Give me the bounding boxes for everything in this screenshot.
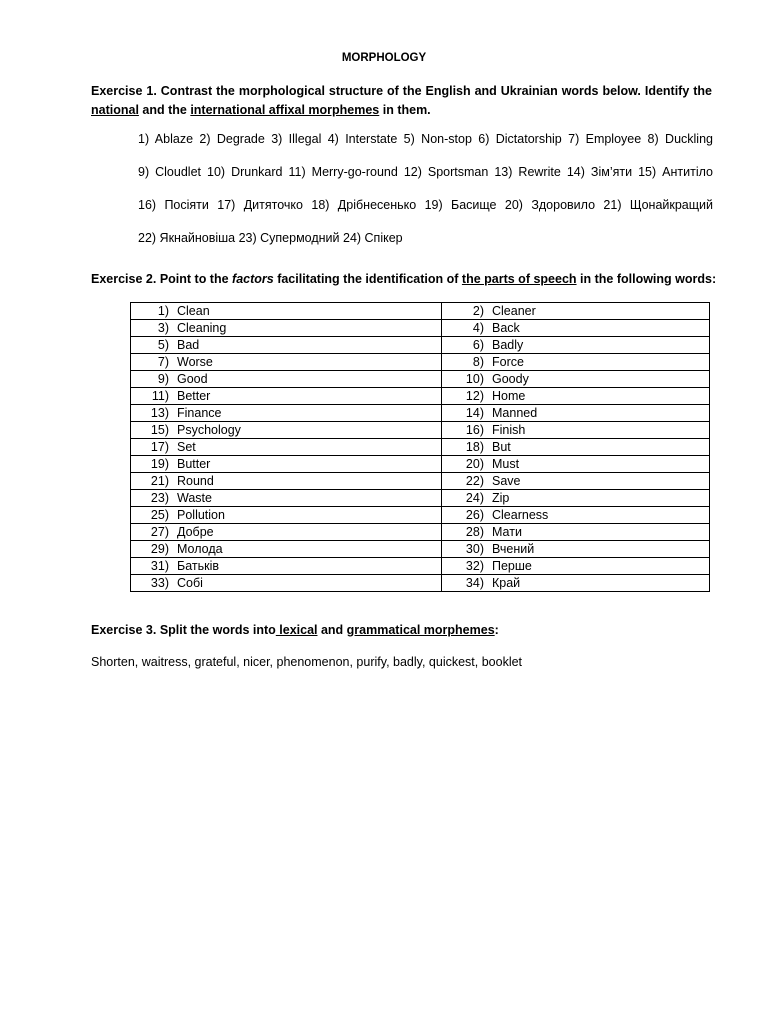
item-word: Waste — [177, 491, 212, 505]
item-number: 32) — [465, 559, 484, 573]
item-word: Молода — [177, 542, 223, 556]
item-number: 9) — [157, 372, 169, 386]
item-number: 33) — [150, 576, 169, 590]
exercise-1-text-a: Contrast the morphological structure of the English and Ukrainian words below. Identify the — [156, 84, 712, 98]
table-cell — [131, 320, 442, 337]
item-word: But — [492, 440, 511, 454]
item-word: Clean — [177, 304, 210, 318]
exercise-2-label: Exercise 2. — [91, 272, 157, 286]
item-word: Finance — [177, 406, 222, 420]
table-cell — [442, 303, 710, 320]
item-word: Psychology — [177, 423, 241, 437]
item-word: Good — [177, 372, 208, 386]
item-word: Zip — [492, 491, 510, 505]
exercise-1-label: Exercise 1. — [91, 84, 157, 98]
item-word: Мати — [492, 525, 522, 539]
table-row — [131, 490, 710, 507]
item-word: Manned — [492, 406, 538, 420]
item-number: 26) — [465, 508, 484, 522]
exercise-1-words-line-1: 1) Ablaze 2) Degrade 3) Illegal 4) Interstate 5) Non-stop 6) Dictatorship 7) Employee 8) Duckling — [138, 132, 713, 146]
table-row — [131, 507, 710, 524]
item-number: 29) — [150, 542, 169, 556]
table-cell — [131, 422, 442, 439]
item-number: 11) — [151, 389, 169, 403]
item-number: 28) — [465, 525, 484, 539]
item-number: 31) — [150, 559, 169, 573]
item-number: 20) — [465, 457, 484, 471]
table-row — [131, 354, 710, 371]
item-word: Worse — [177, 355, 213, 369]
table-cell — [442, 456, 710, 473]
item-word: Bad — [177, 338, 200, 352]
table-row — [131, 439, 710, 456]
table-row — [131, 524, 710, 541]
item-word: Save — [492, 474, 521, 488]
table-cell — [442, 320, 710, 337]
exercise-2-underline-parts: the parts of speech — [461, 272, 577, 286]
table-cell — [131, 371, 442, 388]
exercise-2-text-b: facilitating the identification of — [273, 272, 462, 286]
table-row — [131, 456, 710, 473]
exercise-1-words-line-4: 22) Якнайновіша 23) Супермодний 24) Спікер — [138, 231, 403, 245]
item-word: Better — [177, 389, 211, 403]
table-cell — [131, 439, 442, 456]
table-cell — [131, 524, 442, 541]
item-number: 4) — [472, 321, 484, 335]
exercise-3-underline-lexical: lexical — [275, 623, 318, 637]
item-number: 18) — [465, 440, 484, 454]
table-row — [131, 405, 710, 422]
item-word: Badly — [492, 338, 524, 352]
exercise-1-underline-national: national — [91, 103, 139, 117]
exercise-3-heading — [91, 621, 712, 640]
table-cell — [131, 456, 442, 473]
item-number: 14) — [465, 406, 484, 420]
table-cell — [442, 558, 710, 575]
exercise-1-underline-international: international affixal morphemes — [190, 103, 380, 117]
exercise-3-text-b: and — [317, 623, 347, 637]
item-word: Clearness — [492, 508, 549, 522]
exercise-3-words: Shorten, waitress, grateful, nicer, phenomenon, purify, badly, quickest, booklet — [91, 655, 523, 669]
table-cell — [442, 439, 710, 456]
item-word: Добре — [177, 525, 214, 539]
table-cell — [442, 388, 710, 405]
table-row — [131, 388, 710, 405]
item-number: 7) — [157, 355, 169, 369]
item-number: 30) — [465, 542, 484, 556]
item-word: Back — [492, 321, 520, 335]
table-cell — [131, 558, 442, 575]
table-cell — [131, 405, 442, 422]
table-cell — [442, 473, 710, 490]
page-title: MORPHOLOGY — [341, 52, 427, 64]
table-row — [131, 575, 710, 592]
item-word: Собі — [177, 576, 203, 590]
table-cell — [442, 337, 710, 354]
table-cell — [131, 388, 442, 405]
table-cell — [442, 422, 710, 439]
item-number: 13) — [150, 406, 169, 420]
item-number: 15) — [150, 423, 169, 437]
exercise-1-words-line-3: 16) Посіяти 17) Дитяточко 18) Дрібнесенько 19) Басище 20) Здоровило 21) Щонайкращий — [138, 198, 713, 212]
item-number: 8) — [472, 355, 484, 369]
table-cell — [131, 354, 442, 371]
table-cell — [131, 337, 442, 354]
table-cell — [442, 354, 710, 371]
item-number: 10) — [465, 372, 484, 386]
item-word: Вчений — [492, 542, 535, 556]
item-word: Home — [492, 389, 526, 403]
item-number: 25) — [150, 508, 169, 522]
exercise-3-label: Exercise 3. — [91, 623, 157, 637]
table-cell — [131, 473, 442, 490]
table-cell — [131, 490, 442, 507]
item-number: 6) — [472, 338, 484, 352]
item-word: Must — [492, 457, 520, 471]
exercise-2-text-a: Point to the — [156, 272, 233, 286]
table-cell — [442, 490, 710, 507]
table-row — [131, 320, 710, 337]
table-cell — [442, 575, 710, 592]
table-row — [131, 422, 710, 439]
table-cell — [442, 405, 710, 422]
item-number: 24) — [465, 491, 484, 505]
table-cell — [131, 575, 442, 592]
item-word: Butter — [177, 457, 211, 471]
exercise-3-underline-grammatical: grammatical morphemes — [346, 623, 495, 637]
item-word: Round — [177, 474, 214, 488]
table-row — [131, 303, 710, 320]
exercise-2-heading — [91, 270, 717, 289]
item-number: 3) — [157, 321, 169, 335]
item-word: Set — [177, 440, 196, 454]
item-number: 1) — [157, 304, 169, 318]
item-number: 19) — [150, 457, 169, 471]
item-number: 2) — [472, 304, 484, 318]
exercise-2-table — [130, 302, 710, 592]
table-cell — [442, 507, 710, 524]
item-number: 21) — [150, 474, 169, 488]
item-number: 23) — [150, 491, 169, 505]
item-number: 22) — [465, 474, 484, 488]
table-row — [131, 337, 710, 354]
item-word: Край — [492, 576, 521, 590]
table-cell — [131, 541, 442, 558]
item-number: 17) — [150, 440, 169, 454]
item-word: Force — [492, 355, 524, 369]
item-number: 5) — [157, 338, 169, 352]
table-cell — [131, 303, 442, 320]
exercise-1-heading-line-2 — [91, 101, 712, 120]
table-row — [131, 558, 710, 575]
item-word: Батьків — [177, 559, 220, 573]
item-word: Pollution — [177, 508, 225, 522]
table-cell — [442, 524, 710, 541]
exercise-1-words-line-2: 9) Cloudlet 10) Drunkard 11) Merry-go-round 12) Sportsman 13) Rewrite 14) Зім’яти 15) Антитіло — [138, 165, 713, 179]
item-word: Перше — [492, 559, 532, 573]
item-word: Cleaning — [177, 321, 227, 335]
exercise-1-heading — [91, 82, 712, 101]
item-word: Goody — [492, 372, 529, 386]
item-number: 34) — [465, 576, 484, 590]
item-number: 27) — [150, 525, 169, 539]
table-row — [131, 371, 710, 388]
table-cell — [131, 507, 442, 524]
table-cell — [442, 371, 710, 388]
table-cell — [442, 541, 710, 558]
exercise-1-text-c: in them. — [379, 103, 431, 117]
table-row — [131, 473, 710, 490]
exercise-3-text-c: : — [494, 623, 499, 637]
exercise-2-text-c: in the following words: — [576, 272, 717, 286]
exercise-3-text-a: Split the words into — [156, 623, 276, 637]
table-row — [131, 541, 710, 558]
item-number: 12) — [465, 389, 484, 403]
item-word: Cleaner — [492, 304, 536, 318]
exercise-2-italic-factors: factors — [232, 272, 274, 286]
exercise-1-text-b: and the — [138, 103, 191, 117]
item-number: 16) — [465, 423, 484, 437]
item-word: Finish — [492, 423, 526, 437]
